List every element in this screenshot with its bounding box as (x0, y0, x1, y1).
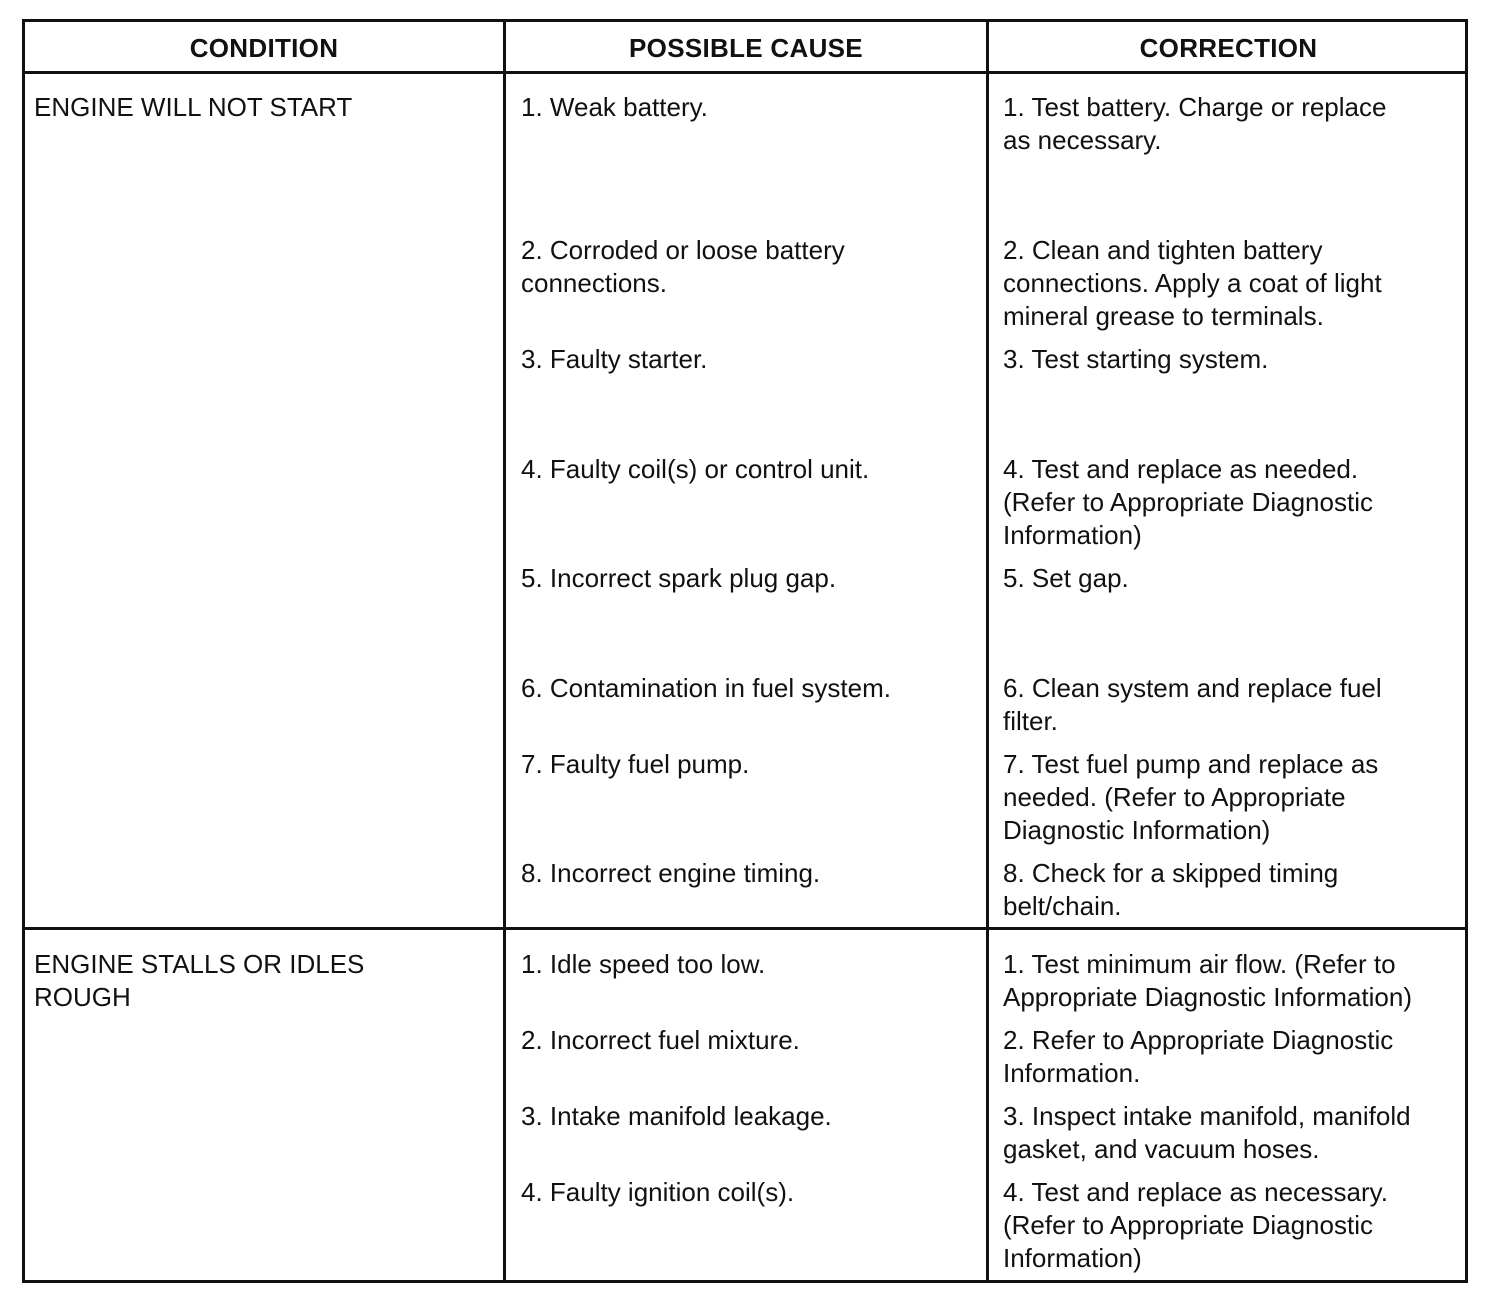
correction-cell: 2. Clean and tighten battery connections. Apply a coat of light mineral grease to terminals. (1003, 235, 1382, 331)
correction-cell: 3. Inspect intake manifold, manifold gasket, and vacuum hoses. (1003, 1101, 1411, 1164)
group-divider (25, 927, 1465, 930)
header-condition: CONDITION (189, 32, 339, 63)
correction-cell: 4. Test and replace as needed. (Refer to Appropriate Diagnostic Information) (1003, 454, 1373, 550)
cause-cell: 1. Idle speed too low. (521, 949, 766, 979)
correction-cell: 1. Test minimum air flow. (Refer to Appropriate Diagnostic Information) (1003, 949, 1412, 1012)
cause-cell: 5. Incorrect spark plug gap. (521, 563, 837, 593)
correction-cell: 8. Check for a skipped timing belt/chain. (1003, 858, 1339, 921)
condition-cell: ENGINE STALLS OR IDLES ROUGH (34, 949, 365, 1012)
cause-cell: 2. Incorrect fuel mixture. (521, 1025, 800, 1055)
condition-cell: ENGINE WILL NOT START (34, 92, 353, 122)
correction-cell: 4. Test and replace as necessary. (Refer to Appropriate Diagnostic Information) (1003, 1177, 1388, 1273)
cause-cell: 3. Faulty starter. (521, 344, 708, 374)
diagnosis-table (22, 19, 1468, 1283)
cause-cell: 4. Faulty ignition coil(s). (521, 1177, 795, 1207)
correction-cell: 3. Test starting system. (1003, 344, 1269, 374)
cause-cell: 1. Weak battery. (521, 92, 708, 122)
header-possible-cause: POSSIBLE CAUSE (629, 32, 863, 63)
correction-cell: 5. Set gap. (1003, 563, 1129, 593)
correction-cell: 2. Refer to Appropriate Diagnostic Information. (1003, 1025, 1394, 1088)
cause-cell: 7. Faulty fuel pump. (521, 749, 750, 779)
cause-cell: 2. Corroded or loose battery connections. (521, 235, 845, 298)
correction-cell: 7. Test fuel pump and replace as needed. (Refer to Appropriate Diagnostic Information) (1003, 749, 1379, 845)
header-correction: CORRECTION (1139, 32, 1318, 63)
cause-cell: 4. Faulty coil(s) or control unit. (521, 454, 870, 484)
correction-cell: 1. Test battery. Charge or replace as necessary. (1003, 92, 1387, 155)
correction-cell: 6. Clean system and replace fuel filter. (1003, 673, 1382, 736)
cause-cell: 8. Incorrect engine timing. (521, 858, 821, 888)
cause-cell: 6. Contamination in fuel system. (521, 673, 891, 703)
cause-cell: 3. Intake manifold leakage. (521, 1101, 832, 1131)
column-divider (986, 22, 989, 1280)
column-divider (503, 22, 506, 1280)
